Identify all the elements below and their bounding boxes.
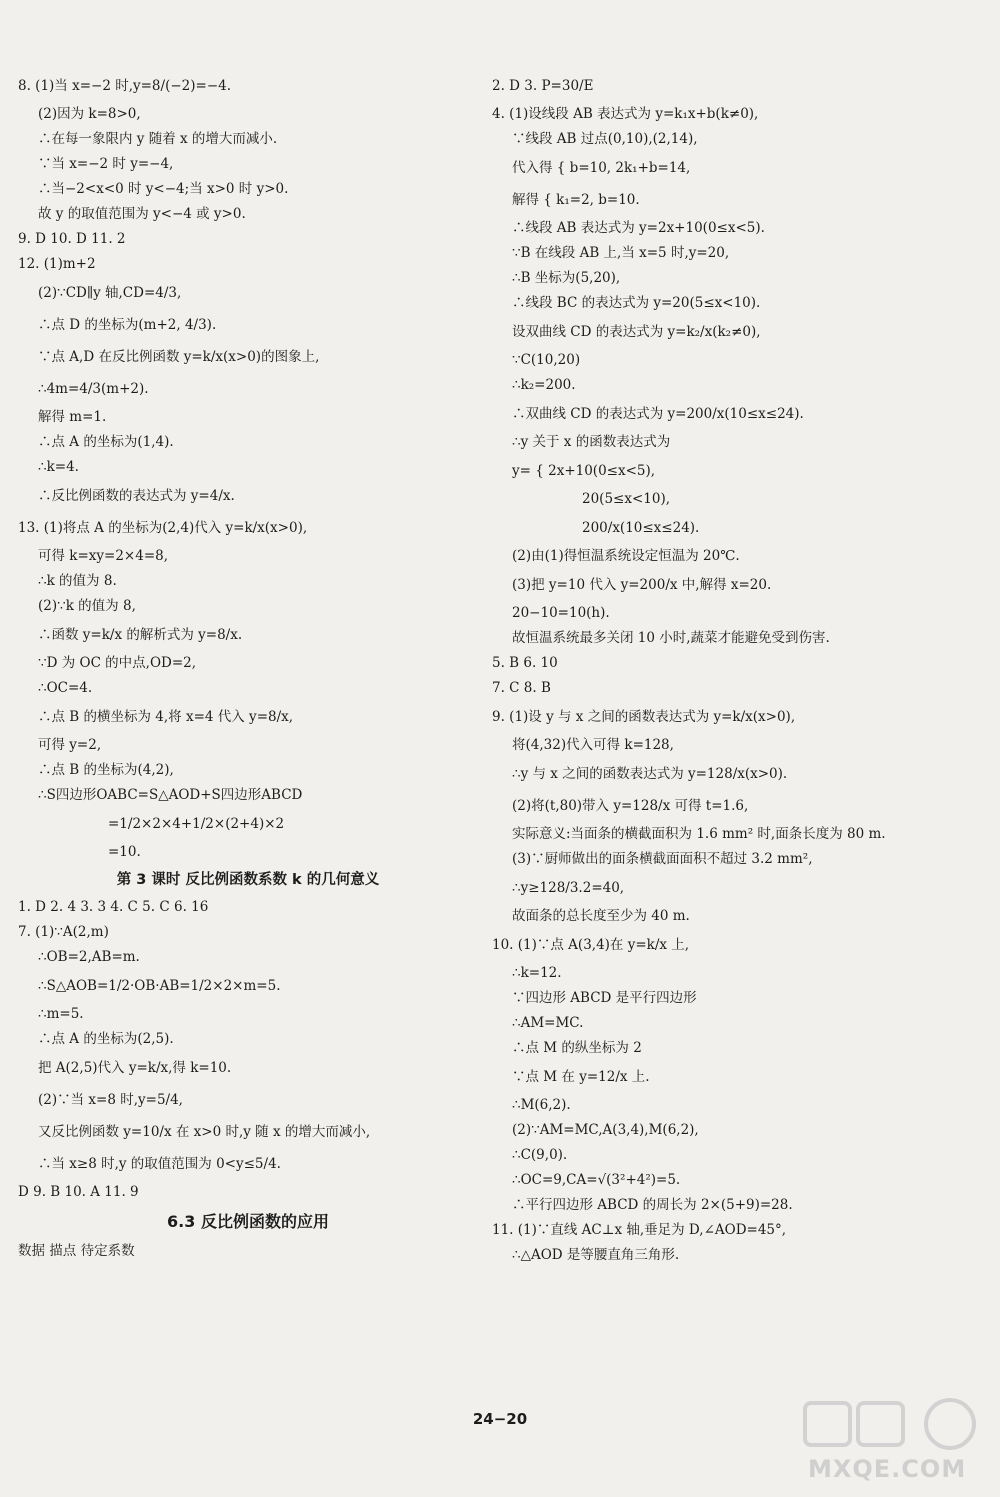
- text-line: ∴点 B 的坐标为(4,2),: [38, 762, 174, 778]
- text-line: 4. (1)设线段 AB 表达式为 y=k₁x+b(k≠0),: [492, 106, 759, 122]
- page-number: 24−20: [472, 1410, 528, 1428]
- text-line: 将(4,32)代入可得 k=128,: [512, 737, 674, 753]
- text-line: ∴AM=MC.: [512, 1015, 584, 1031]
- text-line: 又反比例函数 y=10/x 在 x>0 时,y 随 x 的增大而减小,: [38, 1124, 371, 1140]
- text-line: ∴4m=4/3(m+2).: [38, 381, 149, 397]
- text-line: ∴y≥128/3.2=40,: [512, 880, 625, 896]
- left-column: [18, 70, 478, 1264]
- text-line: (2)将(t,80)带入 y=128/x 可得 t=1.6,: [512, 798, 749, 814]
- text-line: ∴当 x≥8 时,y 的取值范围为 0<y≤5/4.: [38, 1156, 281, 1172]
- text-line: 设双曲线 CD 的表达式为 y=k₂/x(k₂≠0),: [512, 324, 761, 340]
- text-line: ∴OB=2,AB=m.: [38, 949, 140, 965]
- text-line: ∴S四边形OABC=S△AOD+S四边形ABCD: [38, 787, 303, 803]
- text-line: 10. (1)∵点 A(3,4)在 y=k/x 上,: [492, 937, 690, 953]
- text-line: 可得 k=xy=2×4=8,: [38, 548, 169, 564]
- text-line: ∴k₂=200.: [512, 377, 576, 393]
- text-line: 解得 { k₁=2, b=10.: [512, 192, 640, 208]
- text-line: ∵D 为 OC 的中点,OD=2,: [38, 655, 197, 671]
- text-line: 故 y 的取值范围为 y<−4 或 y>0.: [38, 206, 246, 222]
- text-line: ∴反比例函数的表达式为 y=4/x.: [38, 488, 235, 504]
- text-line: ∵点 M 在 y=12/x 上.: [512, 1069, 650, 1085]
- text-line: ∴点 A 的坐标为(2,5).: [38, 1031, 174, 1047]
- text-line: ∴函数 y=k/x 的解析式为 y=8/x.: [38, 627, 243, 643]
- text-line: ∴双曲线 CD 的表达式为 y=200/x(10≤x≤24).: [512, 406, 804, 422]
- text-line: 20−10=10(h).: [512, 605, 610, 621]
- text-line: 故面条的总长度至少为 40 m.: [512, 908, 690, 924]
- lesson-heading: 第 3 课时 反比例函数系数 k 的几何意义: [116, 872, 380, 888]
- text-line: ∴△AOD 是等腰直角三角形.: [512, 1247, 680, 1263]
- text-line: (2)因为 k=8>0,: [38, 106, 141, 122]
- text-line: ∴k=12.: [512, 965, 562, 981]
- text-line: ∴OC=4.: [38, 680, 93, 696]
- text-line: ∴y 与 x 之间的函数表达式为 y=128/x(x>0).: [512, 766, 788, 782]
- text-line: 数据 描点 待定系数: [18, 1243, 135, 1259]
- text-line: ∴k 的值为 8.: [38, 573, 117, 589]
- text-line: ∴B 坐标为(5,20),: [512, 270, 621, 286]
- text-line: =1/2×2×4+1/2×(2+4)×2: [108, 816, 285, 832]
- text-line: ∴点 B 的横坐标为 4,将 x=4 代入 y=8/x,: [38, 709, 294, 725]
- text-line: 9. D 10. D 11. 2: [18, 231, 126, 247]
- text-line: ∴线段 BC 的表达式为 y=20(5≤x<10).: [512, 295, 761, 311]
- text-line: (3)∵厨师做出的面条横截面面积不超过 3.2 mm²,: [512, 851, 813, 867]
- text-line: ∴y 关于 x 的函数表达式为: [512, 434, 671, 450]
- text-line: 解得 m=1.: [38, 409, 107, 425]
- text-line: (3)把 y=10 代入 y=200/x 中,解得 x=20.: [512, 577, 772, 593]
- text-line: 2. D 3. P=30/E: [492, 78, 594, 94]
- text-line: (2)∵AM=MC,A(3,4),M(6,2),: [512, 1122, 699, 1138]
- text-line: 20(5≤x<10),: [582, 491, 671, 507]
- text-line: ∵四边形 ABCD 是平行四边形: [512, 990, 697, 1006]
- text-line: ∴C(9,0).: [512, 1147, 568, 1163]
- text-line: ∵B 在线段 AB 上,当 x=5 时,y=20,: [512, 245, 730, 261]
- text-line: (2)∵CD∥y 轴,CD=4/3,: [38, 285, 182, 301]
- text-line: ∵线段 AB 过点(0,10),(2,14),: [512, 131, 698, 147]
- text-line: (2)∵当 x=8 时,y=5/4,: [38, 1092, 183, 1108]
- right-column: [492, 70, 982, 1268]
- text-line: 13. (1)将点 A 的坐标为(2,4)代入 y=k/x(x>0),: [18, 520, 308, 536]
- text-line: 7. (1)∵A(2,m): [18, 924, 109, 940]
- text-line: ∴m=5.: [38, 1006, 84, 1022]
- text-line: ∴OC=9,CA=√(3²+4²)=5.: [512, 1172, 681, 1188]
- text-line: ∴M(6,2).: [512, 1097, 571, 1113]
- text-line: 1. D 2. 4 3. 3 4. C 5. C 6. 16: [18, 899, 209, 915]
- text-line: 9. (1)设 y 与 x 之间的函数表达式为 y=k/x(x>0),: [492, 709, 796, 725]
- text-line: ∴线段 AB 表达式为 y=2x+10(0≤x<5).: [512, 220, 765, 236]
- text-line: ∴点 M 的纵坐标为 2: [512, 1040, 642, 1056]
- text-line: ∵点 A,D 在反比例函数 y=k/x(x>0)的图象上,: [38, 349, 320, 365]
- text-line: y= { 2x+10(0≤x<5),: [512, 463, 656, 479]
- text-line: 200/x(10≤x≤24).: [582, 520, 700, 536]
- text-line: ∴点 D 的坐标为(m+2, 4/3).: [38, 317, 217, 333]
- text-line: 11. (1)∵直线 AC⊥x 轴,垂足为 D,∠AOD=45°,: [492, 1222, 787, 1238]
- text-line: (2)由(1)得恒温系统设定恒温为 20℃.: [512, 548, 740, 564]
- text-line: ∴点 A 的坐标为(1,4).: [38, 434, 174, 450]
- text-line: 故恒温系统最多关闭 10 小时,蔬菜才能避免受到伤害.: [512, 630, 830, 646]
- text-line: (2)∵k 的值为 8,: [38, 598, 136, 614]
- text-line: ∴S△AOB=1/2·OB·AB=1/2×2×m=5.: [38, 978, 281, 994]
- text-line: ∵C(10,20): [512, 352, 581, 368]
- text-line: 7. C 8. B: [492, 680, 551, 696]
- text-line: =10.: [108, 844, 141, 860]
- text-line: ∴k=4.: [38, 459, 79, 475]
- text-line: 12. (1)m+2: [18, 256, 96, 272]
- section-heading: 6.3 反比例函数的应用: [167, 1212, 329, 1231]
- text-line: ∵当 x=−2 时 y=−4,: [38, 156, 174, 172]
- watermark-text: MXQE.COM: [808, 1455, 967, 1483]
- text-line: ∴当−2<x<0 时 y<−4;当 x>0 时 y>0.: [38, 181, 289, 197]
- text-line: 8. (1)当 x=−2 时,y=8/(−2)=−4.: [18, 78, 232, 94]
- text-line: 把 A(2,5)代入 y=k/x,得 k=10.: [38, 1060, 232, 1076]
- text-line: ∴在每一象限内 y 随着 x 的增大而减小.: [38, 131, 278, 147]
- text-line: ∴平行四边形 ABCD 的周长为 2×(5+9)=28.: [512, 1197, 793, 1213]
- text-line: 可得 y=2,: [38, 737, 102, 753]
- text-line: 实际意义:当面条的横截面积为 1.6 mm² 时,面条长度为 80 m.: [512, 826, 886, 842]
- text-line: 代入得 { b=10, 2k₁+b=14,: [512, 160, 691, 176]
- text-line: 5. B 6. 10: [492, 655, 558, 671]
- text-line: D 9. B 10. A 11. 9: [18, 1184, 139, 1200]
